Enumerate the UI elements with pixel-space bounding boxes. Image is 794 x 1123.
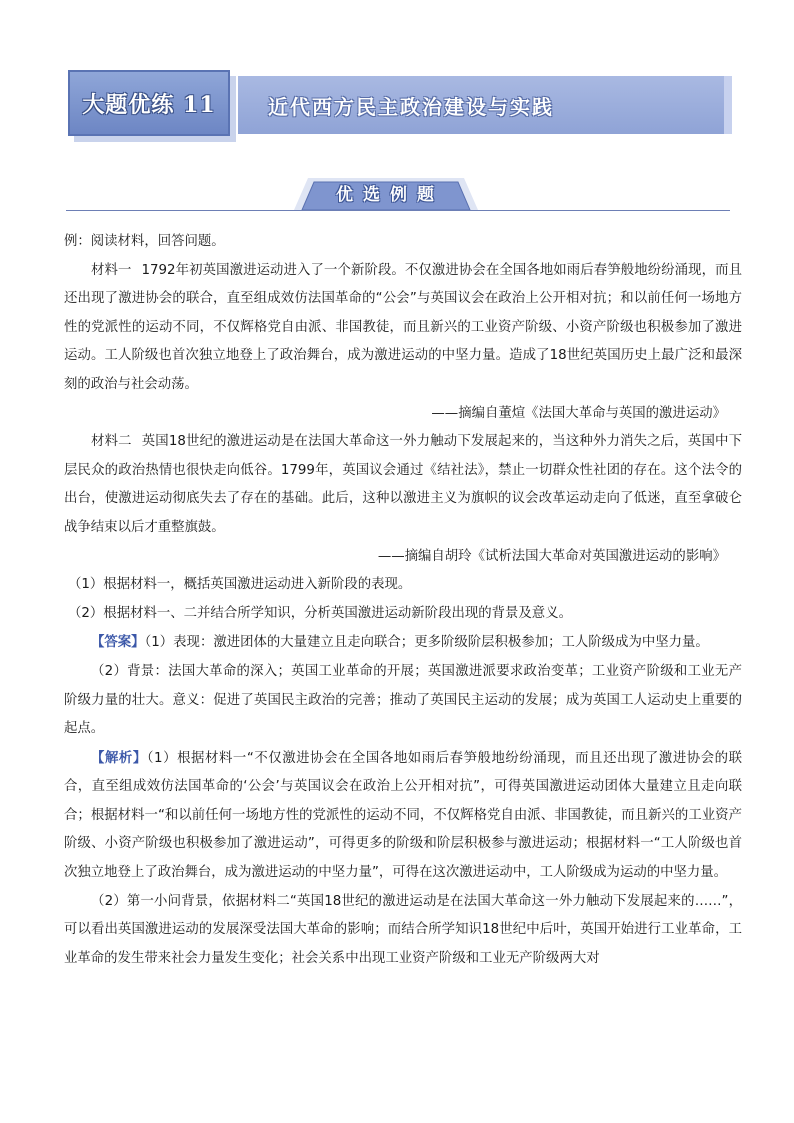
section-tab-label: 优选例题 <box>336 184 444 205</box>
material-one-text: 1792年初英国激进运动进入了一个新阶段。不仅激进协会在全国各地如雨后春笋般地纷纷涌现，而且还出现了激进协会的联合，直至组成效仿法国革命的“公会”与英国议会在政治上公开相对抗；和以前任何一场地方性的党派性的运动不同，不仅辉格党自由派、非国教徒，而且新兴的工业资产阶级、小资产阶级也积极参加了激进运动。工人阶级也首次独立地登上了政治舞台，成为激进运动的中坚力量。造成了18世纪英国历史上最广泛和最深刻的政治与社会动荡。 <box>64 262 743 392</box>
material-two-label: 材料二 <box>91 434 132 450</box>
title-bar <box>238 76 732 134</box>
question-2: （2）根据材料一、二并结合所学知识，分析英国激进运动新阶段出现的背景及意义。 <box>68 605 572 621</box>
material-two-source: ——摘编自胡玲《试析法国大革命对英国激进运动的影响》 <box>377 548 726 564</box>
analysis-tag: 【解析】 <box>91 749 147 766</box>
badge-label: 大题优练 11 <box>82 91 216 118</box>
answer-part-1-text: （1）表现：激进团体的大量建立且走向联合；更多阶级阶层积极参加；工人阶级成为中坚力量。 <box>144 635 709 651</box>
answer-part-1 <box>64 628 742 658</box>
header-banner <box>68 70 732 138</box>
section-tab <box>294 174 478 210</box>
section-divider <box>66 210 730 211</box>
answer-part-2: （2）背景：法国大革命的深入；英国工业革命的开展；英国激进派要求政治变革；工业资产阶级和工业无产阶级力量的壮大。意义：促进了英国民主政治的完善；推动了英国民主运动的发展；成为英国工人运动史上重要的起点。 <box>64 663 742 737</box>
analysis-part-2: （2）第一小问背景，依据材料二“英国18世纪的激进运动是在法国大革命这一外力触动下发展起来的……”，可以看出英国激进运动的发展深受法国大革命的影响；而结合所学知识18世纪中后叶，英国开始进行工业革命，工业革命的发生带来社会力量发生变化；社会关系中出现工业资产阶级和工业无产阶级两大对 <box>64 893 742 966</box>
page-title: 近代西方民主政治建设与实践 <box>268 94 554 119</box>
answer-tag: 【答案】 <box>91 634 145 651</box>
question-1: （1）根据材料一，概括英国激进运动进入新阶段的表现。 <box>68 577 412 593</box>
document-body <box>64 228 742 973</box>
material-one <box>64 257 742 400</box>
material-two-text: 英国18世纪的激进运动是在法国大革命这一外力触动下发展起来的，当这种外力消失之后，英国中下层民众的政治热情也很快走向低谷。1799年，英国议会通过《结社法》，禁止一切群众性社团的存在。这个法令的出台，使激进运动彻底失去了存在的基础。此后，这种以激进主义为旗帜的议会改革运动走向了低迷，直至拿破仑战争结束以后才重整旗鼓。 <box>64 434 742 535</box>
material-one-label: 材料一 <box>91 262 132 278</box>
analysis-part-1-text: （1）根据材料一“不仅激进协会在全国各地如雨后春笋般地纷纷涌现，而且还出现了激进协会的联合，直至组成效仿法国革命的‘公会’与英国议会在政治上公开相对抗”，可得英国激进运动团体大量建立且走向联合；根据材料一“和以前任何一场地方性的党派性的运动不同，不仅辉格党自由派、非国教徒，而且新兴的工业资产阶级、小资产阶级也积极参加了激进运动”，可得更多的阶级和阶层积极参与激进运动；根据材料一“工人阶级也首次独立地登上了政治舞台，成为激进运动的中坚力量”，可得在这次激进运动中，工人阶级成为运动的中坚力量。 <box>64 750 743 881</box>
material-two <box>64 428 742 542</box>
analysis-part-1 <box>64 744 742 888</box>
example-intro: 例：阅读材料，回答问题。 <box>64 234 225 249</box>
material-one-source: ——摘编自董煊《法国大革命与英国的激进运动》 <box>431 405 726 421</box>
